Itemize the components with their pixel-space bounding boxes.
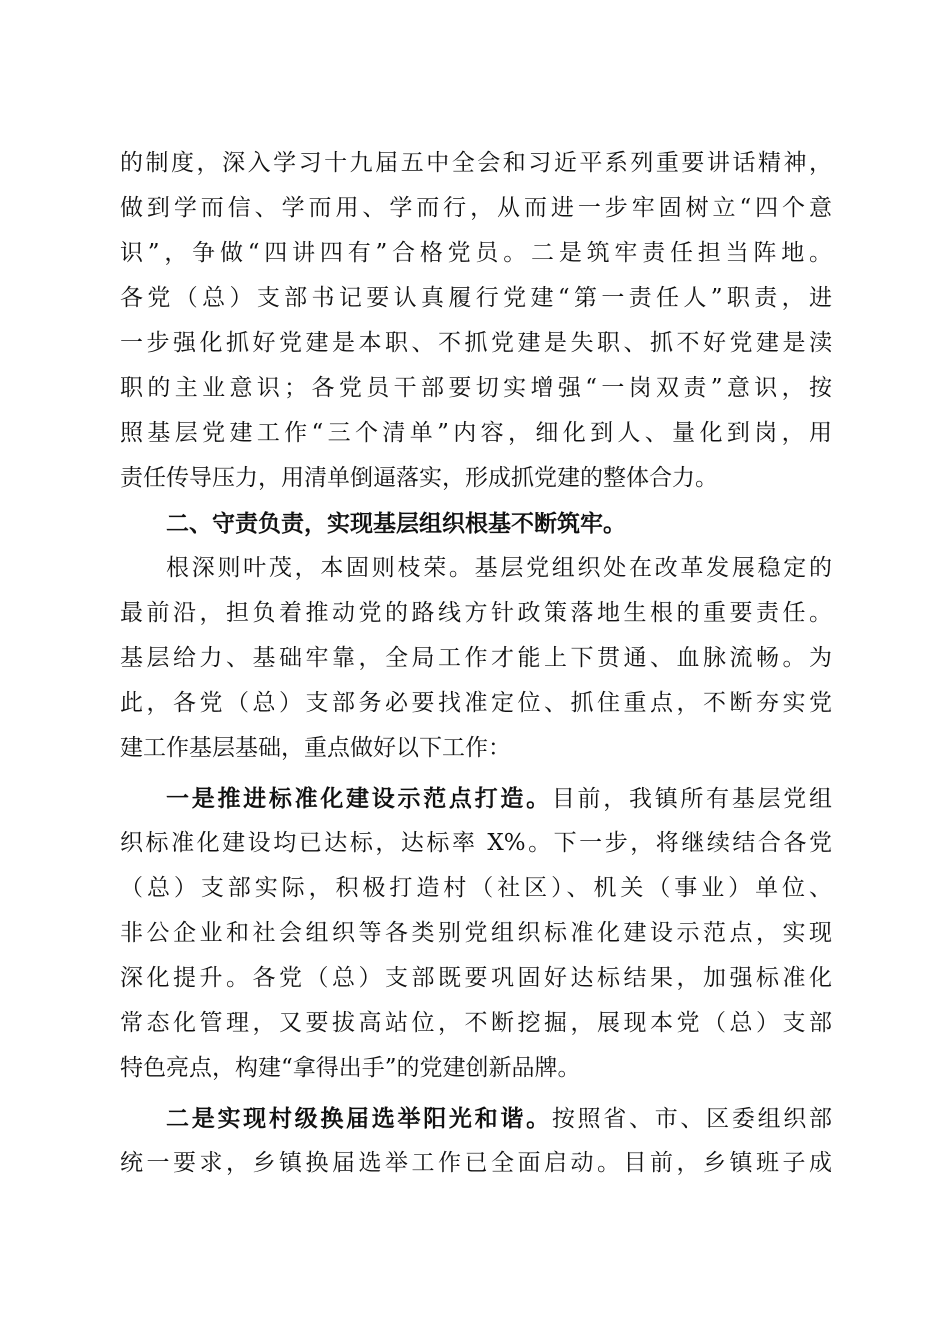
text-line: 最前沿，担负着推动党的路线方针政策落地生根的重要责任。 <box>120 600 832 626</box>
text-line: 建工作基层基础，重点做好以下工作： <box>120 735 511 761</box>
text-line: 一步强化抓好党建是本职、不抓党建是失职、抓不好党建是渎 <box>120 330 832 356</box>
text-line: 深化提升。各党（总）支部既要巩固好达标结果，加强标准化 <box>120 965 832 991</box>
subheading-lead: 二是实现村级换届选举阳光和谐。 <box>166 1105 552 1132</box>
text-line: 的制度，深入学习十九届五中全会和习近平系列重要讲话精神， <box>120 150 832 176</box>
text-line <box>120 1096 832 1141</box>
body-text <box>120 141 832 1186</box>
text-line <box>120 776 832 821</box>
text-span: 按照省、市、区委组织部 <box>551 1106 832 1132</box>
text-line: 各党（总）支部书记要认真履行党建“第一责任人”职责，进 <box>120 285 832 311</box>
text-line: 统一要求，乡镇换届选举工作已全面启动。目前，乡镇班子成 <box>120 1150 832 1176</box>
text-line: 基层给力、基础牢靠，全局工作才能上下贯通、血脉流畅。为 <box>120 645 832 671</box>
text-line: （总）支部实际，积极打造村（社区）、机关（事业）单位、 <box>120 875 832 901</box>
text-line: 识”，争做“四讲四有”合格党员。二是筑牢责任担当阵地。 <box>120 240 832 266</box>
text-line: 职的主业意识；各党员干部要切实增强“一岗双责”意识，按 <box>120 375 832 401</box>
text-line: 非公企业和社会组织等各类别党组织标准化建设示范点，实现 <box>120 920 832 946</box>
subheading-lead: 一是推进标准化建设示范点打造。 <box>166 785 552 812</box>
text-line: 做到学而信、学而用、学而行，从而进一步牢固树立“四个意 <box>120 195 832 221</box>
text-line: 照基层党建工作“三个清单”内容，细化到人、量化到岗，用 <box>120 420 832 446</box>
text-line: 织标准化建设均已达标，达标率 X%。下一步，将继续结合各党 <box>120 830 832 856</box>
text-line: 此，各党（总）支部务必要找准定位、抓住重点，不断夯实党 <box>120 690 832 716</box>
text-line: 特色亮点，构建“拿得出手”的党建创新品牌。 <box>120 1055 581 1081</box>
section-heading: 二、守责负责，实现基层组织根基不断筑牢。 <box>166 510 626 537</box>
text-line: 根深则叶茂，本固则枝荣。基层党组织处在改革发展稳定的 <box>166 555 832 581</box>
text-line: 责任传导压力，用清单倒逼落实，形成抓党建的整体合力。 <box>120 465 718 491</box>
text-span: 目前，我镇所有基层党组 <box>551 786 832 812</box>
text-line: 常态化管理，又要拔高站位，不断挖掘，展现本党（总）支部 <box>120 1010 832 1036</box>
